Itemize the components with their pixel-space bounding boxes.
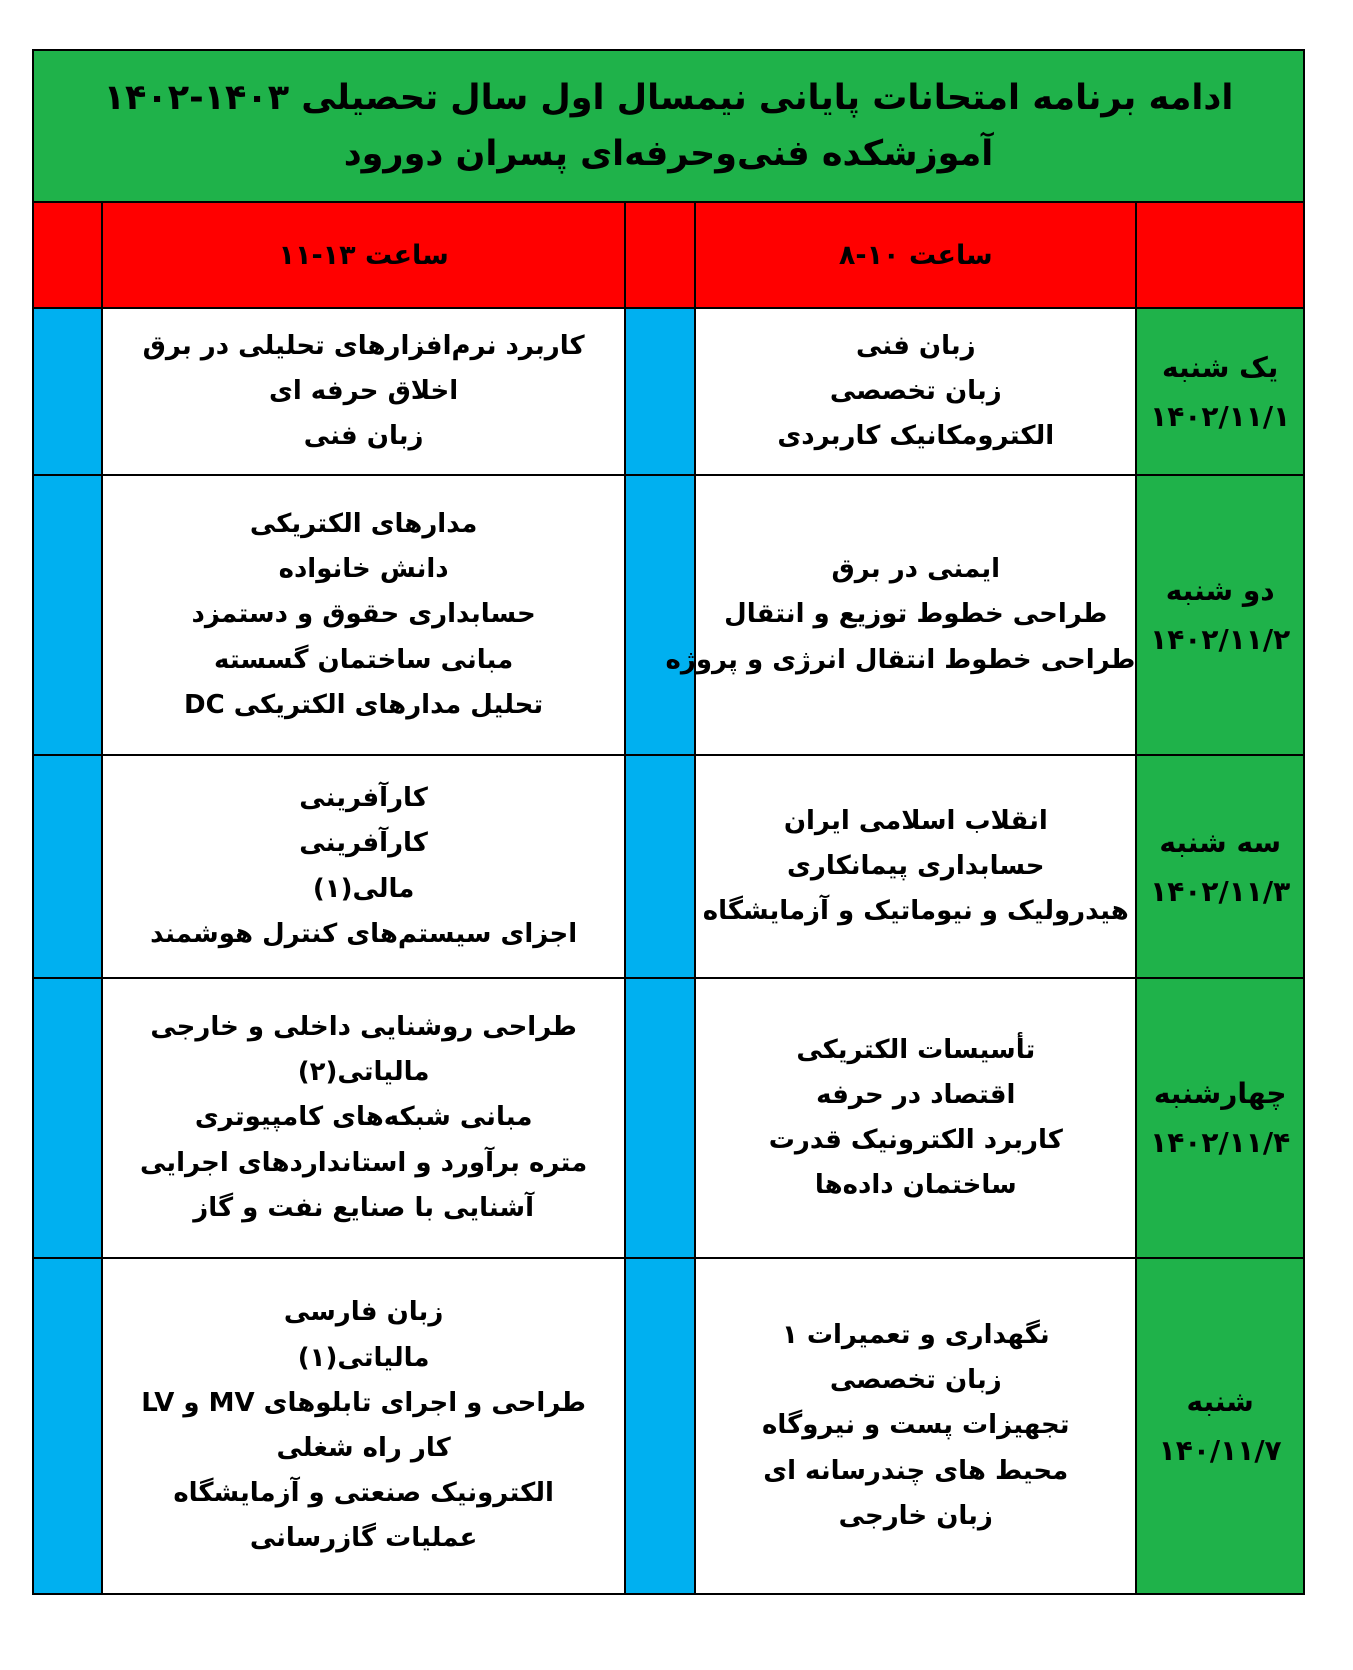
day-name: دو شنبه	[1165, 574, 1275, 607]
course-name: کاربرد الکترونیک قدرت	[768, 1125, 1063, 1155]
day-name: یک شنبه	[1162, 350, 1279, 384]
blue-spacer-cell	[625, 755, 695, 978]
course-name: حسابداری پیمانکاری	[787, 850, 1045, 881]
course-name: مبانی ساختمان گسسته	[214, 644, 514, 675]
course-name: زبان فنی	[303, 421, 424, 452]
course-name: نگهداری و تعمیرات ۱	[781, 1319, 1050, 1350]
course-name: تأسیسات الکتریکی	[796, 1034, 1036, 1065]
course-name: ساختمان داده‌ها	[814, 1170, 1017, 1201]
day-cell	[1136, 308, 1304, 475]
header-slot1-cell: ساعت ۱۰-۸	[695, 202, 1136, 308]
course-name: مبانی شبکه‌های کامپیوتری	[194, 1102, 533, 1133]
blue-spacer-cell	[33, 755, 102, 978]
course-name: زبان فنی	[855, 330, 976, 361]
course-name: اقتصاد در حرفه	[816, 1079, 1016, 1110]
course-name: مالیاتی(۱)	[297, 1342, 430, 1373]
course-name: ایمنی در برق	[831, 554, 1001, 585]
course-name: زبان تخصصی	[829, 1365, 1002, 1396]
day-date: ۱۴۰۲/۱۱/۲	[1150, 623, 1291, 656]
day-name: شنبه	[1186, 1385, 1254, 1418]
course-name: الکترومکانیک کاربردی	[777, 421, 1055, 452]
course-name: متره برآورد و استانداردهای اجرایی	[140, 1147, 588, 1178]
day-cell	[1136, 1258, 1304, 1594]
slot1-courses-cell	[695, 1258, 1136, 1594]
course-name: طراحی روشنایی داخلی و خارجی	[150, 1011, 577, 1042]
slot1-courses-cell	[665, 475, 1136, 755]
course-name: تحلیل مدارهای الکتریکی DC	[184, 689, 544, 720]
blue-spacer-cell	[33, 978, 102, 1258]
course-name: هیدرولیک و نیوماتیک و آزمایشگاه	[702, 896, 1129, 927]
title-line-1: ادامه برنامه امتحانات پایانی نیمسال اول سال تحصیلی ۱۴۰۳-۱۴۰۲	[103, 78, 1234, 118]
day-cell	[1136, 978, 1304, 1258]
course-name: آشنایی با صنایع نفت و گاز	[193, 1192, 534, 1223]
header-slot2-extra-cell	[33, 202, 102, 308]
slot1-courses-cell	[695, 755, 1136, 978]
title-row	[33, 50, 1304, 202]
course-name: زبان خارجی	[838, 1500, 993, 1531]
day-date: ۱۴۰/۱۱/۷	[1158, 1434, 1282, 1467]
day-row	[33, 308, 1304, 475]
blue-spacer-cell	[33, 308, 102, 475]
slot2-courses-cell	[102, 475, 624, 755]
course-name: اجزای سیستم‌های کنترل هوشمند	[150, 918, 578, 949]
day-row	[33, 475, 1304, 755]
blue-spacer-cell	[625, 308, 695, 475]
course-name: کاربرد نرم‌افزارهای تحلیلی در برق	[142, 330, 585, 361]
course-name: تجهیزات پست و نیروگاه	[762, 1410, 1070, 1441]
course-name: محیط های چندرسانه ای	[763, 1455, 1069, 1486]
day-date: ۱۴۰۲/۱۱/۴	[1150, 1126, 1291, 1159]
day-cell	[1136, 755, 1304, 978]
course-name: طراحی خطوط انتقال انرژی و پروژه	[665, 644, 1136, 675]
slot2-courses-cell	[102, 1258, 624, 1594]
blue-spacer-cell	[625, 978, 695, 1258]
day-name: چهارشنبه	[1153, 1077, 1287, 1110]
title-line-2: آموزشکده فنی‌وحرفه‌ای پسران دورود	[343, 134, 994, 174]
page-title	[33, 50, 1304, 202]
header-slot2-cell: ساعت ۱۳-۱۱	[102, 202, 624, 308]
course-name: مالی(۱)	[312, 873, 415, 904]
blue-spacer-cell	[33, 1258, 102, 1594]
slot2-courses-cell	[102, 308, 624, 475]
course-name: زبان تخصصی	[829, 375, 1002, 406]
day-name: سه شنبه	[1159, 825, 1281, 859]
course-name: دانش خانواده	[278, 554, 449, 585]
header-row	[33, 202, 1304, 308]
slot1-courses-cell	[695, 308, 1136, 475]
course-name: اخلاق حرفه ای	[269, 375, 459, 406]
header-day-cell	[1136, 202, 1304, 308]
course-name: حسابداری حقوق و دستمزد	[191, 599, 536, 630]
course-name: عملیات گازرسانی	[249, 1523, 478, 1554]
blue-spacer-cell	[625, 475, 695, 755]
day-row	[33, 978, 1304, 1258]
header-slot1-extra-cell	[625, 202, 695, 308]
course-name: کار راه شغلی	[276, 1433, 451, 1463]
slot2-courses-cell	[102, 755, 624, 978]
day-date: ۱۴۰۲/۱۱/۱	[1150, 399, 1291, 433]
course-name: کارآفرینی	[299, 783, 428, 814]
course-name: طراحی و اجرای تابلوهای MV و LV	[141, 1387, 586, 1418]
day-date: ۱۴۰۲/۱۱/۳	[1150, 874, 1291, 908]
exam-schedule-table	[32, 49, 1305, 1595]
slot2-courses-cell	[102, 978, 624, 1258]
day-row	[33, 1258, 1304, 1594]
course-name: طراحی خطوط توزیع و انتقال	[724, 599, 1108, 630]
day-cell	[1136, 475, 1304, 755]
course-name: مالیاتی(۲)	[297, 1057, 430, 1088]
blue-spacer-cell	[625, 1258, 695, 1594]
course-name: کارآفرینی	[299, 828, 428, 859]
blue-spacer-cell	[33, 475, 102, 755]
slot1-courses-cell	[695, 978, 1136, 1258]
course-name: مدارهای الکتریکی	[249, 508, 478, 539]
course-name: انقلاب اسلامی ایران	[783, 805, 1048, 836]
day-row	[33, 755, 1304, 978]
course-name: زبان فارسی	[283, 1297, 444, 1328]
course-name: الکترونیک صنعتی و آزمایشگاه	[173, 1478, 554, 1509]
